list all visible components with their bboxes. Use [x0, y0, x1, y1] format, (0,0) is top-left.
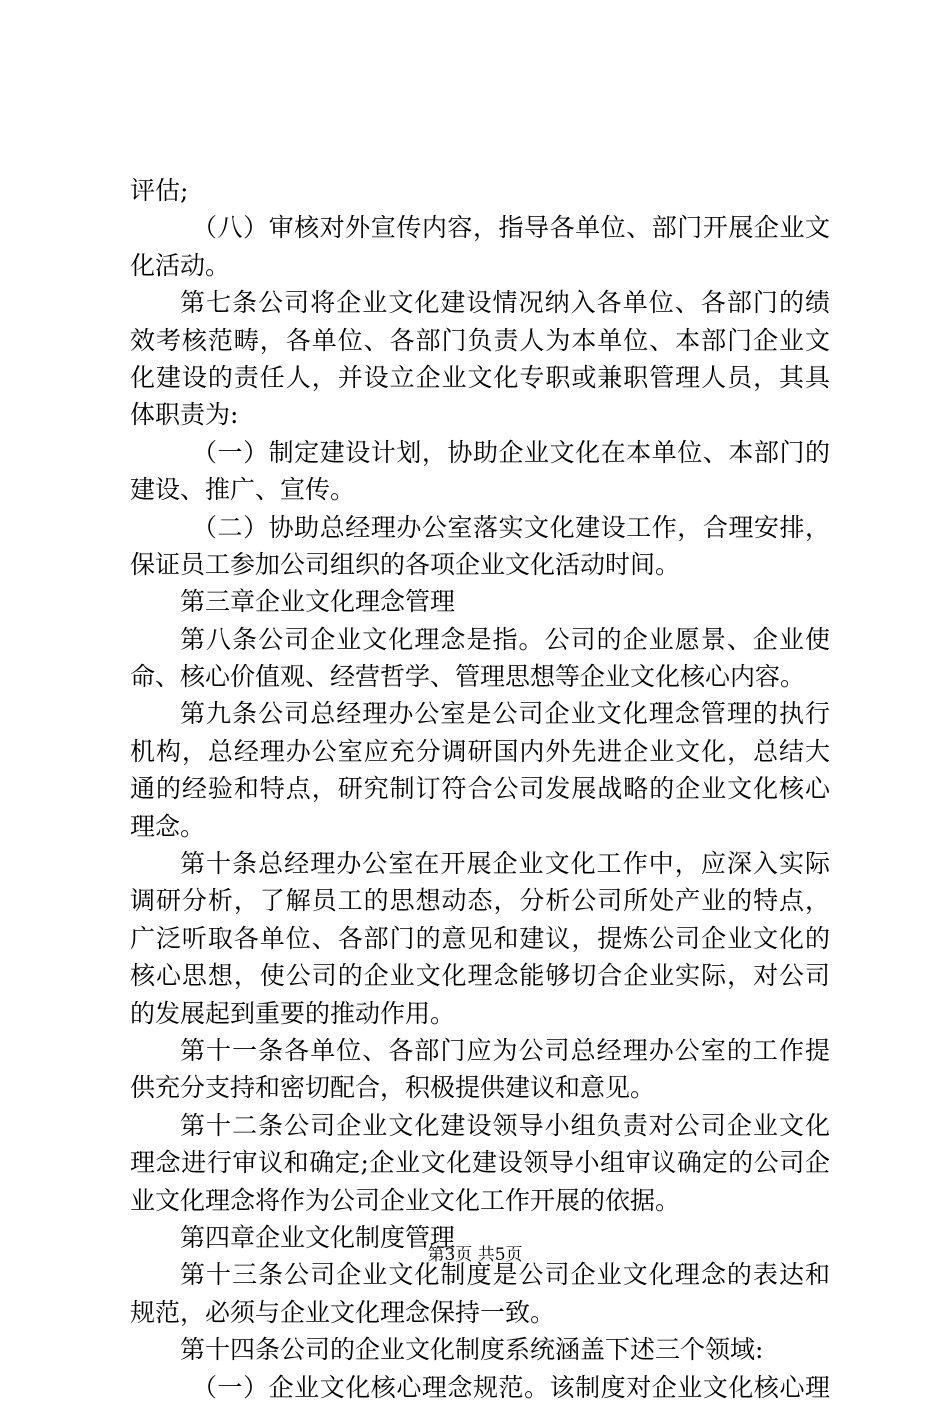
text-line-33: （一）企业文化核心理念规范。该制度对企业文化核心理	[192, 1372, 830, 1402]
text-line-27: 理念进行审议和确定;企业文化建设领导小组审议确定的公司企	[130, 1148, 830, 1178]
text-line-25: 供充分支持和密切配合，积极提供建议和意见。	[130, 1073, 656, 1103]
text-line-9: 建设、推广、宣传。	[130, 475, 356, 505]
text-line-22: 核心思想，使公司的企业文化理念能够切合企业实际，对公司	[130, 961, 830, 991]
text-line-4: 第七条公司将企业文化建设情况纳入各单位、各部门的绩	[180, 288, 830, 318]
text-line-32: 第十四条公司的企业文化制度系统涵盖下述三个领域:	[180, 1335, 764, 1365]
text-line-24: 第十一条各单位、各部门应为公司总经理办公室的工作提	[180, 1035, 830, 1065]
text-line-7: 体职责为:	[130, 400, 239, 430]
text-line-6: 化建设的责任人，并设立企业文化专职或兼职管理人员，其具	[130, 362, 830, 392]
chapter-heading-4: 第四章企业文化制度管理	[180, 1222, 456, 1252]
text-line-3: 化活动。	[130, 250, 231, 280]
text-line-1: 评估;	[130, 176, 189, 205]
text-line-16: 机构，总经理办公室应充分调研国内外先进企业文化，总结大	[130, 736, 830, 766]
text-line-10: （二）协助总经理办公室落实文化建设工作，合理安排，	[192, 512, 830, 542]
text-line-21: 广泛听取各单位、各部门的意见和建议，提炼公司企业文化的	[130, 923, 830, 953]
text-line-19: 第十条总经理办公室在开展企业文化工作中，应深入实际	[180, 849, 830, 879]
text-line-20: 调研分析，了解员工的思想动态，分析公司所处产业的特点，	[130, 886, 830, 916]
text-line-14: 命、核心价值观、经营哲学、管理思想等企业文化核心内容。	[130, 662, 806, 692]
text-line-28: 业文化理念将作为公司企业文化工作开展的依据。	[130, 1185, 681, 1215]
text-line-5: 效考核范畴，各单位、各部门负责人为本单位、本部门企业文	[130, 325, 830, 355]
text-line-31: 规范，必须与企业文化理念保持一致。	[130, 1297, 556, 1327]
text-line-18: 理念。	[130, 811, 206, 841]
text-line-8: （一）制定建设计划，协助企业文化在本单位、本部门的	[192, 437, 830, 467]
page-number-footer: 第3页 共5页	[427, 1245, 523, 1265]
text-line-30: 第十三条公司企业文化制度是公司企业文化理念的表达和	[180, 1260, 830, 1290]
text-line-23: 的发展起到重要的推动作用。	[130, 998, 456, 1028]
text-line-11: 保证员工参加公司组织的各项企业文化活动时间。	[130, 549, 681, 579]
text-line-13: 第八条公司企业文化理念是指。公司的企业愿景、企业使	[180, 624, 830, 654]
text-line-2: （八）审核对外宣传内容，指导各单位、部门开展企业文	[192, 213, 830, 243]
document-body	[130, 172, 830, 1406]
text-line-17: 通的经验和特点，研究制订符合公司发展战略的企业文化核心	[130, 774, 830, 804]
text-line-26: 第十二条公司企业文化建设领导小组负责对公司企业文化	[180, 1110, 830, 1140]
text-line-15: 第九条公司总经理办公室是公司企业文化理念管理的执行	[180, 699, 830, 729]
chapter-heading-3: 第三章企业文化理念管理	[180, 587, 456, 617]
